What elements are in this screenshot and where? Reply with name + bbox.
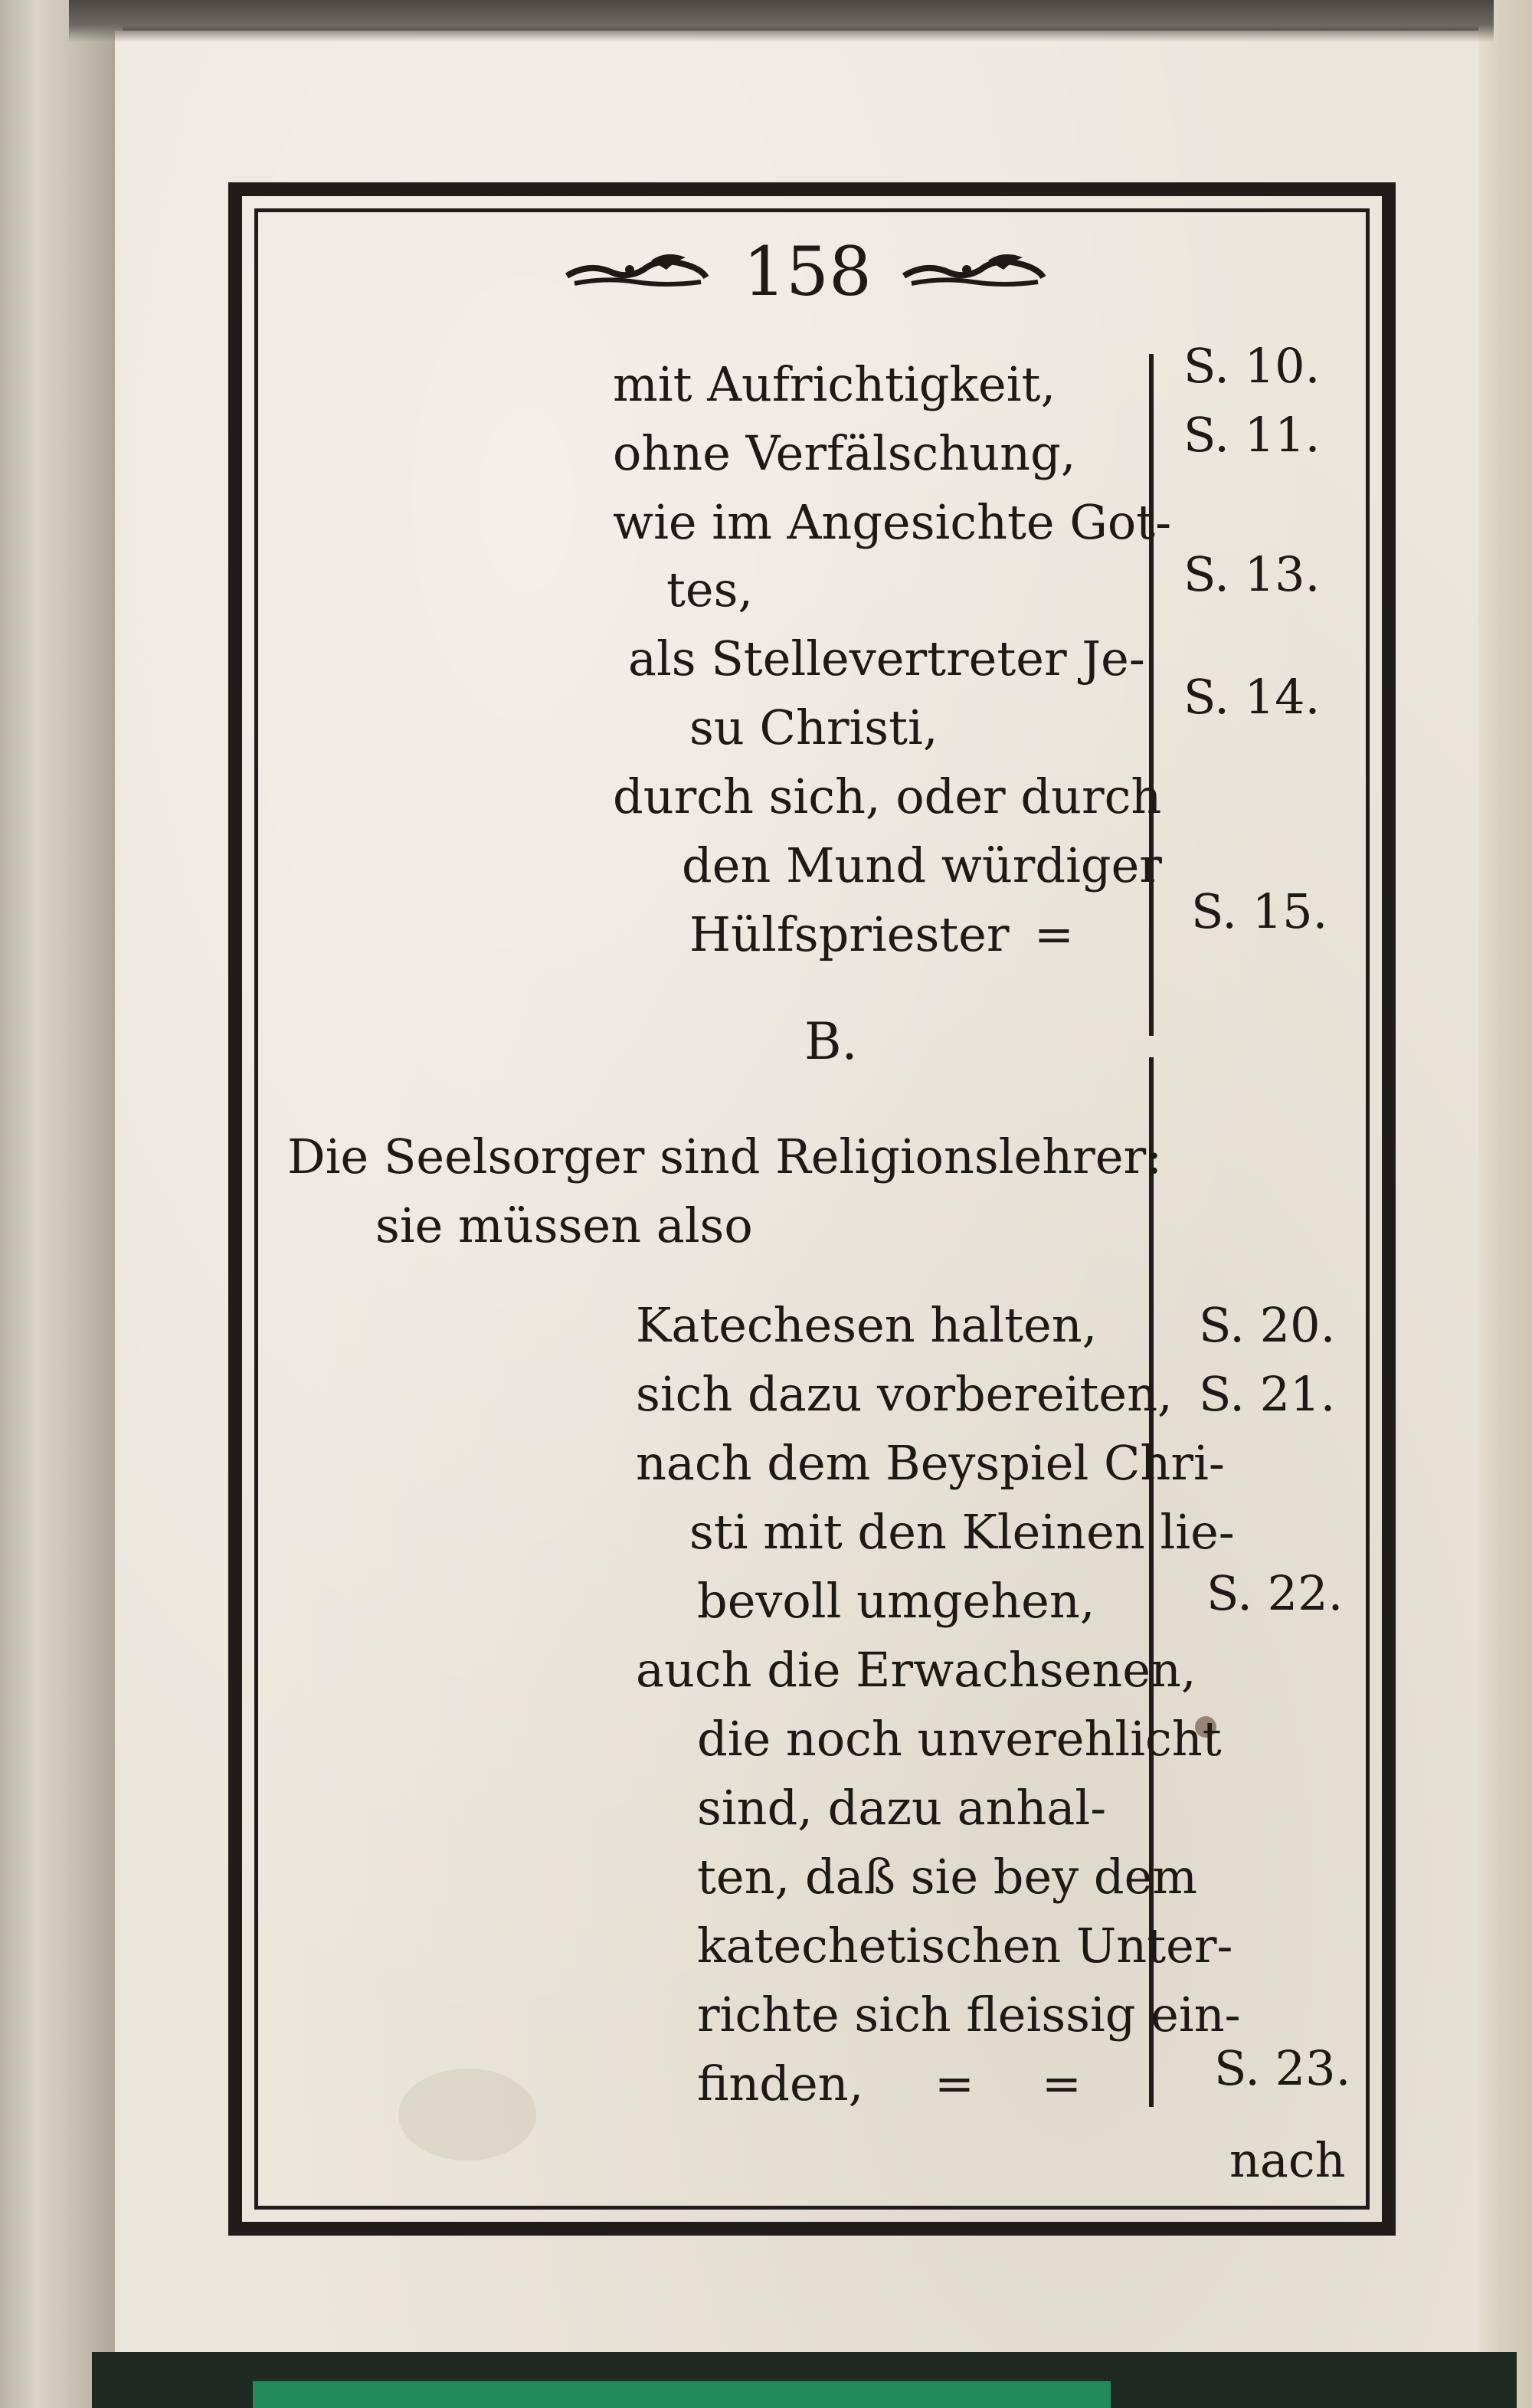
text-line: richte sich fleissig ein-: [697, 1987, 1241, 2043]
text-line: auch die Erwachsenen,: [636, 1642, 1196, 1698]
page-number: 158: [743, 232, 872, 311]
text-line: sich dazu vorbereiten,: [636, 1366, 1173, 1422]
leader-mark: =: [1034, 906, 1074, 962]
column-rule: [1149, 354, 1154, 1036]
page-reference: S. 20.: [1199, 1297, 1336, 1353]
book-edge-right: [1478, 0, 1532, 2408]
text-line: wie im Angesichte Got-: [613, 494, 1172, 550]
ornament-left-icon: [559, 247, 712, 297]
page-reference: S. 23.: [1214, 2040, 1351, 2096]
text-line: finden,: [697, 2056, 864, 2112]
text-line: su Christi,: [689, 699, 938, 755]
text-line: mit Aufrichtigkeit,: [613, 356, 1056, 412]
page-reference: S. 21.: [1199, 1366, 1336, 1422]
page-header: [536, 230, 1072, 314]
catchword: nach: [1229, 2132, 1346, 2188]
ornament-right-icon: [896, 247, 1049, 297]
text-line: die noch unverehlicht: [697, 1711, 1222, 1767]
section-heading: B.: [804, 1012, 858, 1071]
text-line: tes,: [666, 562, 754, 618]
text-line: ten, daß sie bey dem: [697, 1849, 1198, 1905]
bookmark-ribbon: [253, 2381, 1111, 2408]
text-line: bevoll umgehen,: [697, 1573, 1095, 1629]
page-reference: S. 14.: [1183, 669, 1321, 725]
top-shadow: [69, 0, 1494, 42]
page-reference: S. 15.: [1191, 883, 1328, 939]
page-reference: S. 22.: [1206, 1565, 1344, 1621]
book-edge-left: [0, 0, 123, 2408]
text-line: durch sich, oder durch: [613, 768, 1162, 824]
text-line: sti mit den Kleinen lie-: [689, 1504, 1235, 1560]
text-line: sie müssen also: [375, 1197, 753, 1253]
page-reference: S. 10.: [1183, 338, 1321, 394]
text-line: als Stellevertreter Je-: [628, 631, 1145, 686]
text-line: katechetischen Unter-: [697, 1918, 1233, 1974]
text-line: Hülfspriester: [689, 906, 1010, 962]
text-line: sind, dazu anhal-: [697, 1780, 1107, 1836]
text-line: ohne Verfälschung,: [613, 425, 1076, 481]
leader-mark: =: [1042, 2056, 1082, 2112]
text-line: den Mund würdiger: [682, 837, 1162, 893]
text-line: Die Seelsorger sind Religionslehrer:: [287, 1129, 1163, 1184]
text-line: nach dem Beyspiel Chri-: [636, 1435, 1225, 1491]
page-reference: S. 13.: [1183, 546, 1321, 602]
page-reference: S. 11.: [1183, 407, 1321, 463]
text-line: Katechesen halten,: [636, 1297, 1098, 1353]
leader-mark: =: [935, 2056, 974, 2112]
